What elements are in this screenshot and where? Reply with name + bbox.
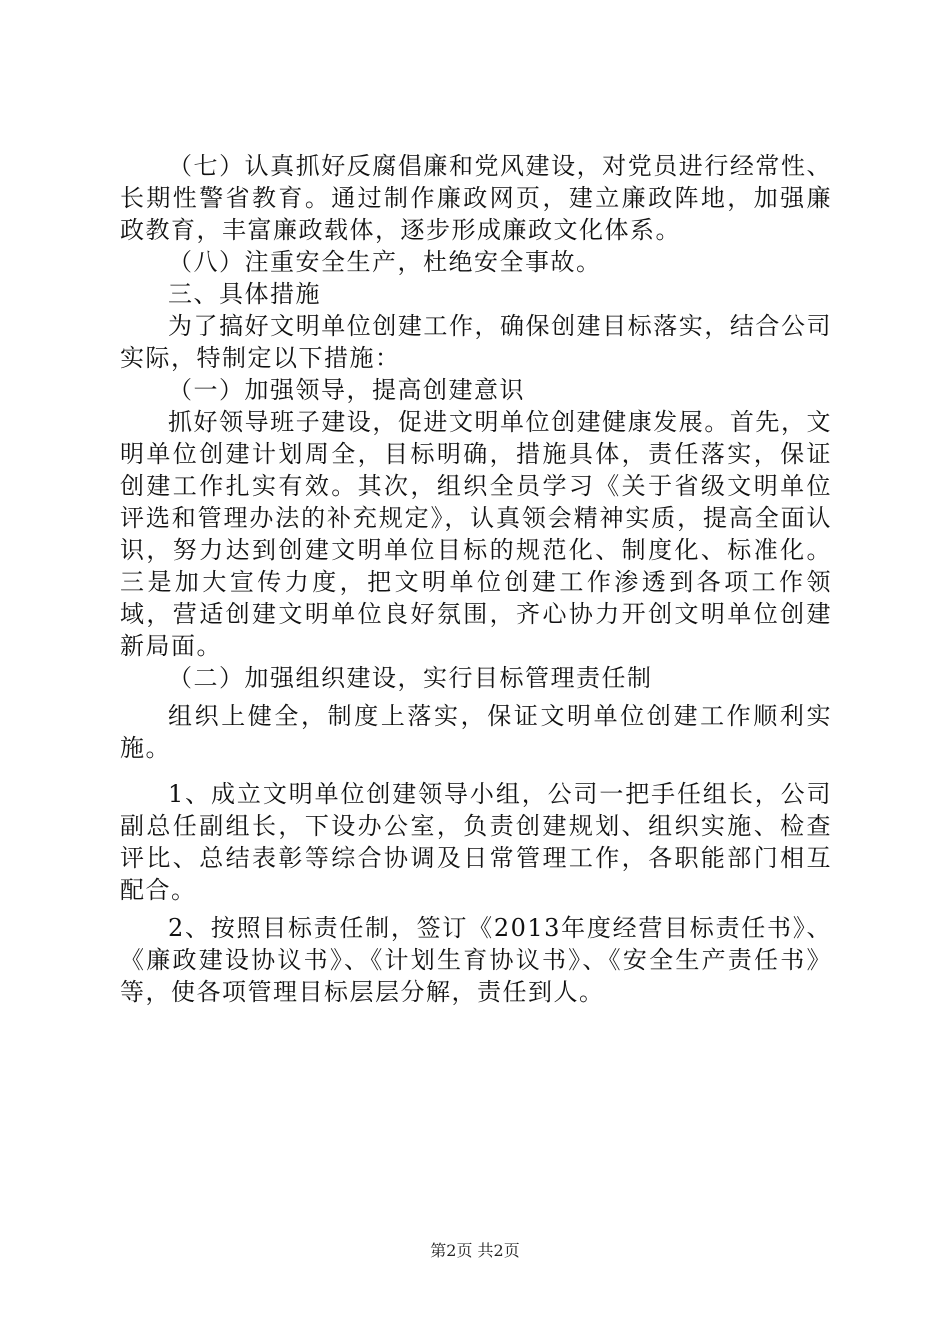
page-number-footer: 第2页 共2页 bbox=[430, 1241, 520, 1260]
paragraph-measures-intro: 为了搞好文明单位创建工作，确保创建目标落实，结合公司实际，特制定以下措施： bbox=[120, 312, 832, 372]
paragraph-organization: 组织上健全，制度上落实，保证文明单位创建工作顺利实施。 bbox=[120, 702, 832, 762]
paragraph-seven: （七）认真抓好反腐倡廉和党风建设，对党员进行经常性、长期性警省教育。通过制作廉政网页，建立廉政阵地，加强廉政教育，丰富廉政载体，逐步形成廉政文化体系。 bbox=[120, 152, 832, 244]
list-item-1: 1、成立文明单位创建领导小组，公司一把手任组长，公司副总任副组长，下设办公室，负责创建规划、组织实施、检查评比、总结表彰等综合协调及日常管理工作，各职能部门相互配合。 bbox=[120, 780, 832, 904]
paragraph-eight: （八）注重安全生产，杜绝安全事故。 bbox=[168, 248, 602, 276]
subheading-leadership: （一）加强领导，提高创建意识 bbox=[168, 376, 525, 404]
list-item-2: 2、按照目标责任制，签订《2013年度经营目标责任书》、《廉政建设协议书》、《计划生育协议书》、《安全生产责任书》等，使各项管理目标层层分解，责任到人。 bbox=[120, 914, 832, 1006]
paragraph-leadership: 抓好领导班子建设，促进文明单位创建健康发展。首先，文明单位创建计划周全，目标明确，措施具体，责任落实，保证创建工作扎实有效。其次，组织全员学习《关于省级文明单位评选和管理办法的补充规定》，认真领会精神实质，提高全面认识，努力达到创建文明单位目标的规范化、制度化、标准化。三是加大宣传力度，把文明单位创建工作渗透到各项工作领域，营适创建文明单位良好氛围，齐心协力开创文明单位创建新局面。 bbox=[120, 408, 832, 660]
subheading-organization: （二）加强组织建设，实行目标管理责任制 bbox=[168, 664, 653, 692]
document-body bbox=[120, 150, 832, 1008]
section-heading-measures: 三、具体措施 bbox=[168, 280, 321, 308]
